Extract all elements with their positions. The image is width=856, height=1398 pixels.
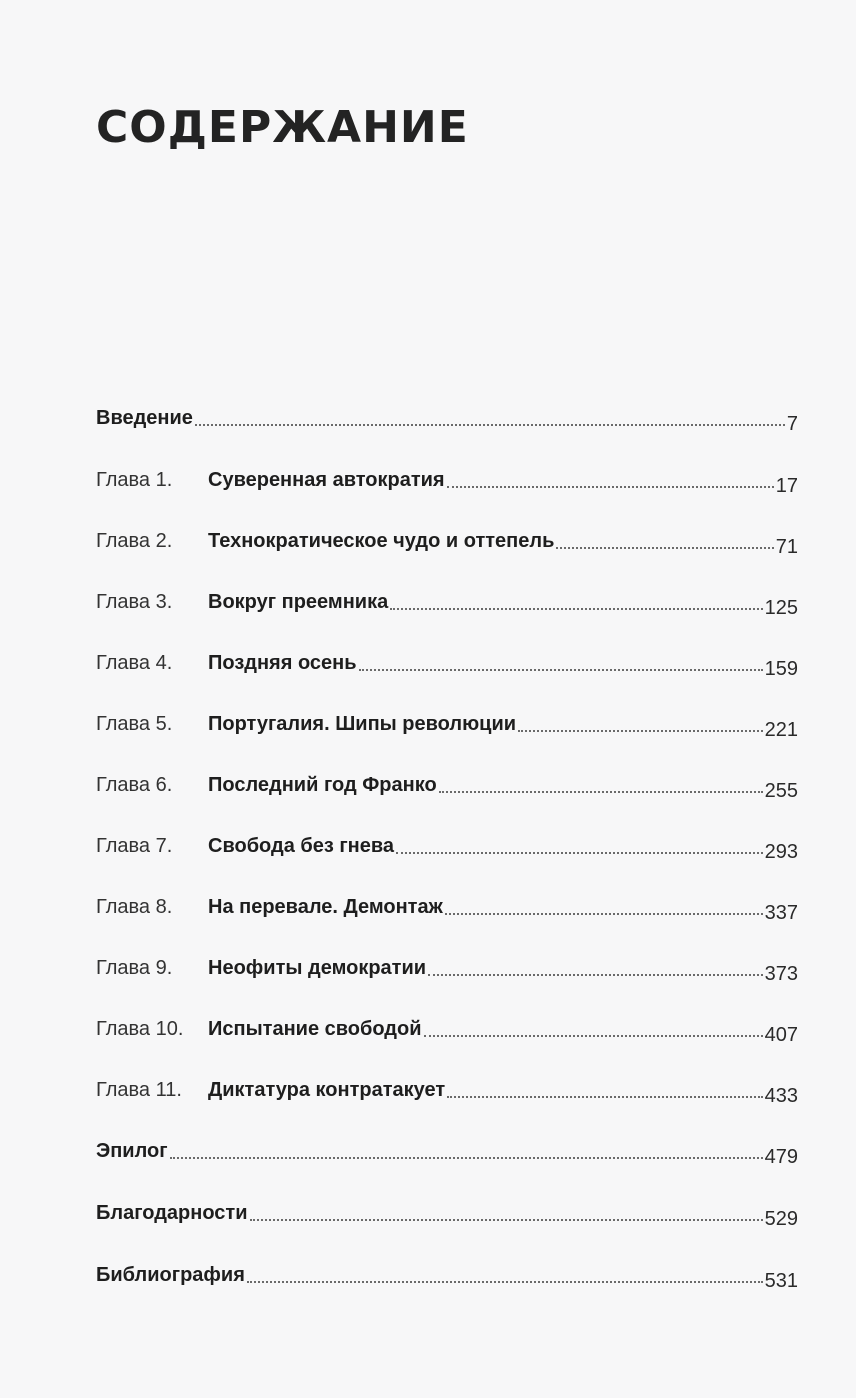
toc-entry-number: Глава 8.	[96, 896, 173, 918]
toc-entry-title: Эпилог	[96, 1140, 168, 1162]
toc-entry-page: 221	[764, 719, 798, 741]
toc-entry-title: Неофиты демократии	[208, 957, 427, 979]
toc-entry-title: Португалия. Шипы революции	[208, 713, 517, 735]
toc-entry-title: Библиография	[96, 1264, 245, 1286]
toc-entry-title: Испытание свободой	[208, 1018, 422, 1040]
table-of-contents	[96, 398, 798, 1317]
toc-entry-page: 7	[786, 413, 798, 435]
toc-entry-chapter-1	[96, 460, 798, 521]
toc-entry-epilogue	[96, 1131, 798, 1193]
toc-entry-title: Технократическое чудо и оттепель	[208, 530, 555, 552]
toc-entry-chapter-9	[96, 948, 798, 1009]
dot-leader	[170, 1131, 763, 1159]
toc-entry-chapter-10	[96, 1009, 798, 1070]
toc-entry-page: 337	[764, 902, 798, 924]
toc-entry-page: 255	[764, 780, 798, 802]
toc-entry-title: Поздняя осень	[208, 652, 357, 674]
toc-entry-page: 125	[764, 597, 798, 619]
toc-entry-title: Вокруг преемника	[208, 591, 389, 613]
dot-leader	[424, 1009, 763, 1037]
toc-entry-page: 373	[764, 963, 798, 985]
dot-leader	[250, 1193, 763, 1221]
toc-entry-bibliography	[96, 1255, 798, 1317]
toc-entry-number: Глава 6.	[96, 774, 173, 796]
dot-leader	[195, 398, 785, 426]
toc-entry-chapter-6	[96, 765, 798, 826]
dot-leader	[396, 826, 763, 854]
toc-entry-title: Диктатура контратакует	[208, 1079, 446, 1101]
dot-leader	[390, 582, 762, 610]
toc-entry-page: 17	[775, 475, 798, 497]
toc-entry-chapter-11	[96, 1070, 798, 1131]
toc-entry-title: На перевале. Демонтаж	[208, 896, 443, 918]
toc-entry-title: Благодарности	[96, 1202, 248, 1224]
toc-entry-chapter-3	[96, 582, 798, 643]
toc-entry-number: Глава 4.	[96, 652, 173, 674]
toc-entry-title: Свобода без гнева	[208, 835, 395, 857]
dot-leader	[556, 521, 773, 549]
toc-entry-chapter-7	[96, 826, 798, 887]
dot-leader	[447, 1070, 762, 1098]
toc-entry-number: Глава 1.	[96, 469, 173, 491]
toc-entry-number: Глава 11.	[96, 1079, 182, 1101]
dot-leader	[447, 460, 774, 488]
toc-entry-page: 433	[764, 1085, 798, 1107]
toc-entry-title: Суверенная автократия	[208, 469, 445, 491]
toc-entry-page: 71	[775, 536, 798, 558]
dot-leader	[518, 704, 763, 732]
toc-entry-page: 479	[764, 1146, 798, 1168]
dot-leader	[439, 765, 763, 793]
toc-entry-number: Глава 2.	[96, 530, 173, 552]
toc-entry-number: Глава 5.	[96, 713, 173, 735]
toc-entry-page: 407	[764, 1024, 798, 1046]
dot-leader	[359, 643, 763, 671]
toc-entry-page: 531	[764, 1270, 798, 1292]
toc-entry-introduction	[96, 398, 798, 460]
toc-entry-page: 529	[764, 1208, 798, 1230]
page-title: СОДЕРЖАНИЕ	[96, 102, 469, 153]
toc-entry-chapter-2	[96, 521, 798, 582]
toc-entry-number: Глава 3.	[96, 591, 173, 613]
toc-entry-title: Введение	[96, 407, 193, 429]
toc-entry-acknowledgements	[96, 1193, 798, 1255]
toc-entry-number: Глава 10.	[96, 1018, 184, 1040]
dot-leader	[247, 1255, 763, 1283]
toc-entry-number: Глава 7.	[96, 835, 173, 857]
toc-entry-chapter-8	[96, 887, 798, 948]
toc-entry-title: Последний год Франко	[208, 774, 437, 796]
toc-entry-chapter-5	[96, 704, 798, 765]
dot-leader	[445, 887, 763, 915]
toc-entry-chapter-4	[96, 643, 798, 704]
dot-leader	[428, 948, 763, 976]
toc-entry-number: Глава 9.	[96, 957, 173, 979]
toc-entry-page: 293	[764, 841, 798, 863]
toc-entry-page: 159	[764, 658, 798, 680]
